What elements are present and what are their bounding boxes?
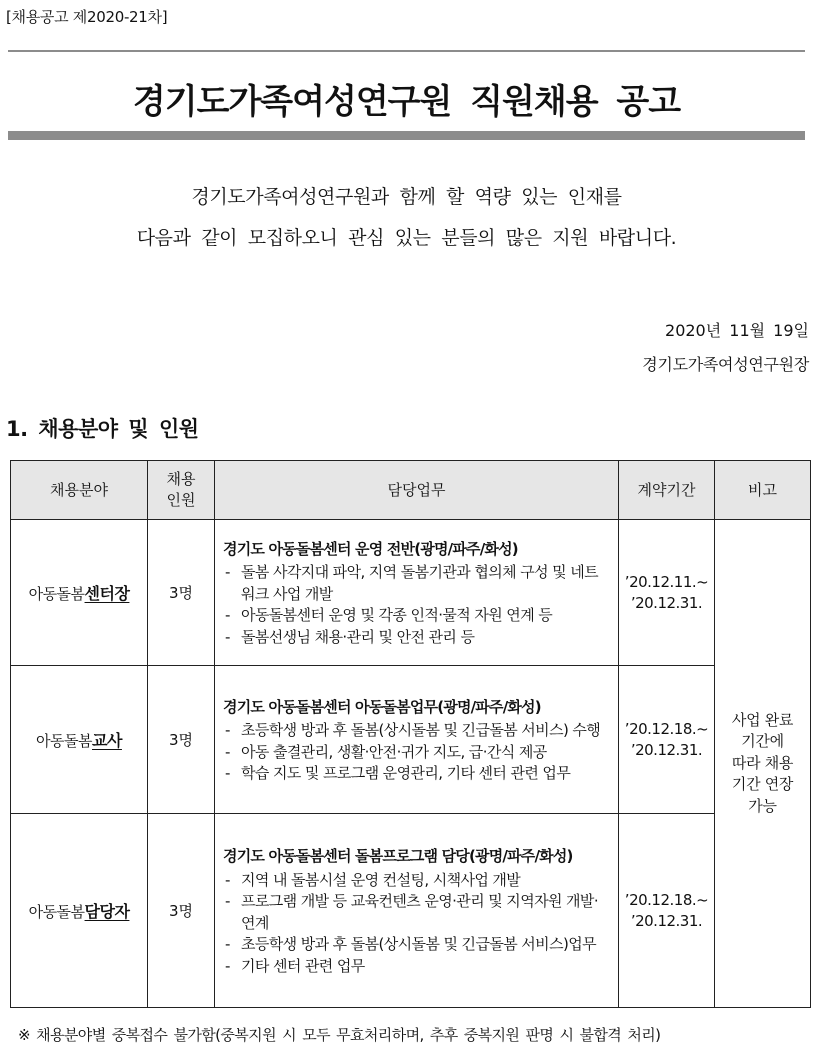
period-cell: [619, 814, 715, 1008]
duty-item: [223, 562, 606, 605]
duty-item: [223, 720, 606, 742]
dash: -: [225, 870, 230, 889]
period-cell: [619, 666, 715, 814]
issuer: 경기도가족여성연구원장: [642, 355, 809, 374]
page-title: 경기도가족여성연구원 직원채용 공고: [132, 82, 681, 122]
dash: -: [225, 721, 230, 739]
duty-item-text: 초등학생 방과 후 돌봄(상시돌봄 및 긴급돌봄 서비스)업무: [241, 935, 596, 953]
duty-cell: [215, 814, 619, 1008]
dash: -: [225, 627, 230, 646]
dash: -: [225, 892, 230, 910]
note-line: 기간 연장: [731, 775, 794, 794]
duty-item-text: 지역 내 돌봄시설 운영 컨설팅, 시책사업 개발: [241, 870, 521, 889]
duty-item: [223, 934, 606, 956]
dash: -: [225, 563, 230, 582]
field-prefix: 아동돌봄: [28, 585, 85, 603]
duty-item-text: 돌봄선생님 채용·관리 및 안전 관리 등: [241, 627, 475, 646]
note-line: 기간에: [741, 732, 784, 751]
dash: -: [225, 935, 230, 953]
duty-item: [223, 870, 606, 892]
duty-cell: [215, 520, 619, 666]
duty-item: [223, 742, 606, 764]
footnote: ※ 채용분야별 중복접수 불가함(중복지원 시 모두 무효처리하며, 추후 중복지원 판명 시 불합격 처리): [18, 1026, 661, 1044]
header-count-line-1: 채용: [166, 470, 196, 488]
note-line: 따라 채용: [731, 753, 794, 772]
field-emphasis: 교사: [92, 731, 122, 750]
table-header-row: [11, 461, 811, 520]
intro-line-2: 다음과 같이 모집하오니 관심 있는 분들의 많은 지원 바랍니다.: [136, 227, 677, 249]
section-title: 1. 채용분야 및 인원: [6, 417, 199, 441]
count-cell: 3명: [148, 666, 215, 814]
header-period: 계약기간: [619, 461, 715, 520]
duty-item-text: 돌봄 사각지대 파악, 지역 돌봄기관과 협의체 구성 및 네트워크 사업 개발: [241, 563, 598, 603]
period-end: ’20.12.31.: [630, 740, 703, 759]
duty-item-text: 프로그램 개발 등 교육컨텐츠 운영·관리 및 지역자원 개발·연계: [241, 892, 598, 932]
dash: -: [225, 956, 230, 975]
duty-item-text: 학습 지도 및 프로그램 운영관리, 기타 센터 관련 업무: [241, 764, 571, 782]
period-start: ’20.12.11.~: [624, 572, 709, 591]
period-end: ’20.12.31.: [630, 593, 703, 612]
duty-item-text: 기타 센터 관련 업무: [241, 956, 365, 975]
duty-item-text: 초등학생 방과 후 돌봄(상시돌봄 및 긴급돌봄 서비스) 수행: [241, 721, 601, 739]
header-note: 비고: [715, 461, 811, 520]
dash: -: [225, 742, 230, 761]
announcement-date: 2020년 11월 19일: [665, 321, 809, 340]
note-cell: [715, 520, 811, 1008]
duty-cell: [215, 666, 619, 814]
period-cell: [619, 520, 715, 666]
duty-title: 경기도 아동돌봄센터 운영 전반(광명/파주/화성): [223, 539, 518, 558]
title-top-rule: [8, 50, 805, 52]
note-line: 사업 완료: [731, 710, 794, 729]
table-row: [11, 666, 811, 814]
duty-item: [223, 763, 606, 785]
period-start: ’20.12.18.~: [624, 890, 709, 909]
duty-item: [223, 956, 606, 978]
field-emphasis: 센터장: [84, 584, 130, 603]
note-line: 가능: [748, 796, 777, 815]
title-bottom-rule: [8, 131, 805, 140]
duty-item-text: 아동돌봄센터 운영 및 각종 인적·물적 자원 연계 등: [241, 606, 553, 625]
duty-title: 경기도 아동돌봄센터 돌봄프로그램 담당(광명/파주/화성): [223, 847, 573, 865]
intro-line-1: 경기도가족여성연구원과 함께 할 역량 있는 인재를: [191, 186, 622, 208]
period-start: ’20.12.18.~: [624, 719, 709, 738]
header-duty: 담당업무: [215, 461, 619, 520]
count-cell: 3명: [148, 520, 215, 666]
header-count-line-2: 인원: [166, 491, 196, 509]
recruitment-table: [10, 460, 811, 1008]
notice-number: [채용공고 제2020-21차]: [6, 8, 168, 26]
header-field: 채용분야: [11, 461, 148, 520]
period-end: ’20.12.31.: [630, 911, 703, 930]
field-cell: [11, 520, 148, 666]
table-row: [11, 520, 811, 666]
field-cell: [11, 814, 148, 1008]
dash: -: [225, 764, 230, 782]
field-cell: [11, 666, 148, 814]
duty-item: [223, 627, 606, 649]
table-row: [11, 814, 811, 1008]
duty-item: [223, 891, 606, 934]
count-cell: 3명: [148, 814, 215, 1008]
header-count: [148, 461, 215, 520]
duty-title: 경기도 아동돌봄센터 아동돌봄업무(광명/파주/화성): [223, 697, 541, 716]
field-prefix: 아동돌봄: [28, 903, 85, 921]
duty-item: [223, 605, 606, 627]
field-prefix: 아동돌봄: [36, 732, 93, 750]
duty-item-text: 아동 출결관리, 생활·안전·귀가 지도, 급·간식 제공: [241, 742, 547, 761]
dash: -: [225, 606, 230, 625]
field-emphasis: 담당자: [84, 902, 130, 921]
